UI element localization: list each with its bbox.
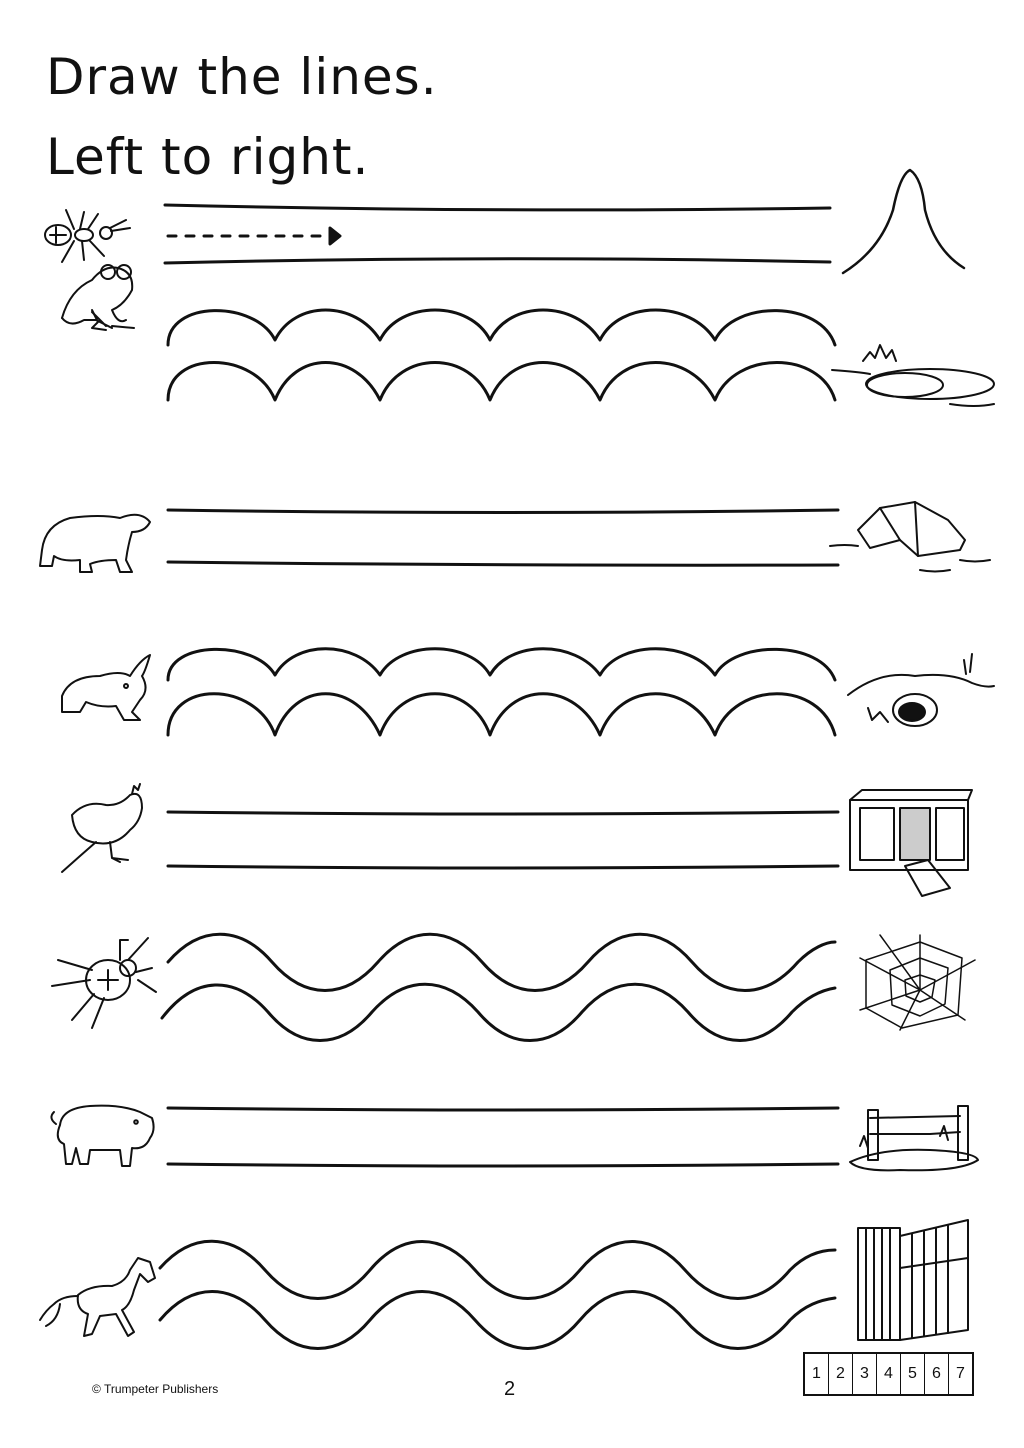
guide-line-top xyxy=(168,310,835,345)
pigsty-icon xyxy=(850,1106,978,1170)
tracing-row-6 xyxy=(52,934,975,1040)
iceberg-icon xyxy=(830,502,990,572)
pig-icon xyxy=(51,1106,153,1166)
spider-web-icon xyxy=(860,935,975,1030)
tracing-row-7 xyxy=(51,1106,978,1171)
chicken-coop-icon xyxy=(850,790,972,896)
polar-bear-icon xyxy=(40,515,150,572)
ant-icon xyxy=(45,210,130,262)
rabbit-icon xyxy=(62,655,150,720)
progress-box-3: 3 xyxy=(853,1354,877,1394)
guide-line-top xyxy=(168,510,838,513)
tracing-row-1 xyxy=(45,170,964,273)
tracing-row-3 xyxy=(40,502,990,572)
tracing-row-8 xyxy=(40,1220,968,1349)
instruction-title: Draw the lines. xyxy=(46,48,438,106)
guide-line-bottom xyxy=(168,694,835,735)
lily-pad-icon xyxy=(832,345,994,406)
tracing-row-2 xyxy=(62,265,994,406)
guide-line-top xyxy=(168,649,835,680)
horse-icon xyxy=(40,1258,155,1336)
guide-line-bottom xyxy=(165,259,830,263)
progress-box-4: 4 xyxy=(877,1354,901,1394)
guide-line-bottom xyxy=(160,1292,835,1349)
guide-line-bottom xyxy=(168,866,838,868)
guide-line-top xyxy=(165,205,830,210)
guide-line-bottom xyxy=(162,984,835,1040)
progress-box-2: 2 xyxy=(829,1354,853,1394)
progress-box-6: 6 xyxy=(925,1354,949,1394)
page-number: 2 xyxy=(504,1378,516,1400)
anthill-icon xyxy=(843,170,964,273)
guide-line-bottom xyxy=(168,1164,838,1166)
progress-boxes xyxy=(803,1352,974,1396)
guide-line-top xyxy=(168,934,835,990)
progress-box-5: 5 xyxy=(901,1354,925,1394)
frog-icon xyxy=(62,265,134,330)
spider-icon xyxy=(52,938,156,1028)
instruction-subtitle: Left to right. xyxy=(46,128,370,186)
progress-box-1: 1 xyxy=(805,1354,829,1394)
guide-line-top xyxy=(168,812,838,814)
tracing-row-5 xyxy=(62,784,972,896)
guide-line-bottom xyxy=(168,562,838,565)
guide-line-bottom xyxy=(168,363,835,401)
stable-door-icon xyxy=(858,1220,968,1340)
tracing-row-4 xyxy=(62,649,994,735)
burrow-icon xyxy=(848,654,994,726)
guide-line-top xyxy=(160,1241,835,1298)
hen-icon xyxy=(62,784,142,872)
arrow-head-icon xyxy=(330,228,340,244)
progress-box-7: 7 xyxy=(956,1365,965,1382)
guide-line-top xyxy=(168,1108,838,1110)
copyright-notice: © Trumpeter Publishers xyxy=(92,1382,219,1396)
